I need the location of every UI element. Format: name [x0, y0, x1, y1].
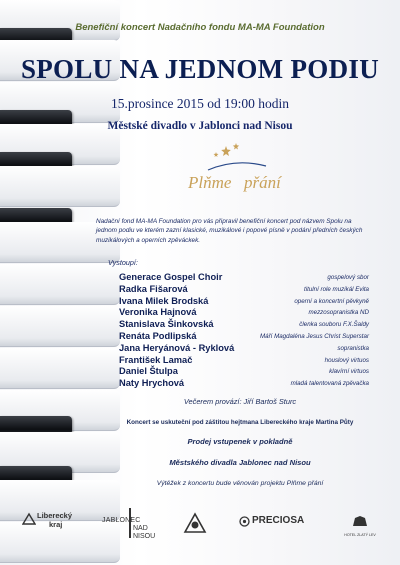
- performer-name: Veronika Hajnová: [119, 307, 197, 318]
- proceeds-line: Výtěžek z koncertu bude věnován projektu Plňme přání: [156, 480, 324, 487]
- performer-role: operní a koncertní pěvkyně: [294, 297, 369, 305]
- performer-name: František Lamač: [119, 354, 193, 365]
- performer-row: [119, 307, 369, 319]
- logo-word-prani: přání: [244, 173, 281, 192]
- performer-role: gospelový sbor: [327, 274, 369, 281]
- performer-role: mladá talentovaná zpěvačka: [290, 380, 369, 388]
- performer-row: [119, 355, 369, 367]
- preciosa-diamond-icon: [239, 516, 250, 527]
- plnme-prani-logo: [186, 140, 296, 200]
- performer-name: Generace Gospel Choir: [119, 272, 223, 282]
- performer-row: [119, 319, 369, 331]
- intro-paragraph: Nadační fond MA-MA Foundation pro vás připravil benefiční koncert pod názvem Spolu na jednom podiu ve kterém zazní klasické, muzikálové i popové písně v podání předních českých muzikálových a operních zpěváckek.: [96, 218, 363, 244]
- patronage-line: Koncert se uskuteční pod záštitou hejtmana Libereckého kraje Martina Půty: [126, 419, 354, 426]
- performer-row: [119, 366, 369, 378]
- performer-role: titulní role muzikál Evita: [304, 285, 369, 293]
- performer-name: Naty Hrychová: [119, 378, 185, 389]
- performer-name: Radka Fišarová: [119, 283, 188, 294]
- host-line: Večerem provází: Jiří Bartoš Sturc: [183, 397, 297, 406]
- performer-role: houslový virtuos: [324, 356, 369, 364]
- performer-row: [119, 272, 369, 284]
- performer-name: Renáta Podlipská: [119, 330, 197, 341]
- jablonec-word-3: NISOU: [133, 533, 156, 540]
- tickets-line-1: Prodej vstupenek v pokladně: [187, 437, 293, 446]
- preciosa-word: PRECIOSA: [252, 515, 305, 526]
- tickets-line-2: Městského divadla Jablonec nad Nisou: [169, 458, 311, 467]
- jablonec-word-1: JABLONEC: [102, 517, 141, 524]
- performer-row: [119, 284, 369, 296]
- performers-list: [119, 272, 369, 390]
- performer-row: [119, 343, 369, 355]
- performer-role: Máří Magdaléna Jesus Christ Superstar: [259, 332, 369, 340]
- performer-role: klavírní virtuos: [329, 368, 369, 376]
- liberec-emblem-icon: [22, 512, 36, 526]
- performer-row: [119, 331, 369, 343]
- logo-swoosh: [208, 163, 266, 170]
- event-date: 15.prosince 2015 od 19:00 hodin: [110, 96, 290, 111]
- performers-label: Vystoupí:: [108, 258, 138, 267]
- performer-name: Daniel Štulpa: [119, 366, 178, 377]
- performer-name: Jana Heryánová - Ryklová: [119, 342, 235, 353]
- performer-role: členka souboru F.X.Šaldy: [299, 321, 369, 329]
- liberec-word-1: Liberecký: [37, 511, 73, 520]
- stars-icon: [214, 143, 240, 157]
- theatre-emblem-icon: [183, 512, 207, 534]
- poster-title: SPOLU NA JEDNOM PODIU: [20, 54, 380, 84]
- event-venue: Městské divadlo v Jablonci nad Nisou: [107, 120, 293, 132]
- performer-name: Stanislava Šinkovská: [119, 319, 214, 330]
- hotel-zlaty-lev-logo: [340, 514, 380, 537]
- performer-row: [119, 378, 369, 390]
- hotel-word: HOTEL ZLATÝ LEV: [344, 533, 376, 537]
- lion-emblem-icon: [352, 515, 368, 527]
- performer-role: mezzosopranistka ND: [308, 309, 369, 317]
- logo-word-plnme: Plňme: [188, 173, 232, 192]
- jablonec-word-2: NAD: [133, 525, 148, 532]
- sponsor-logos: [0, 504, 400, 549]
- organizer-line: Benefiční koncert Nadačního fondu MA-MA Foundation: [75, 22, 325, 33]
- performer-row: [119, 296, 369, 308]
- performer-role: sopranistka: [337, 344, 369, 352]
- liberec-word-2: kraj: [49, 520, 63, 529]
- performer-name: Ivana Milek Brodská: [119, 295, 209, 306]
